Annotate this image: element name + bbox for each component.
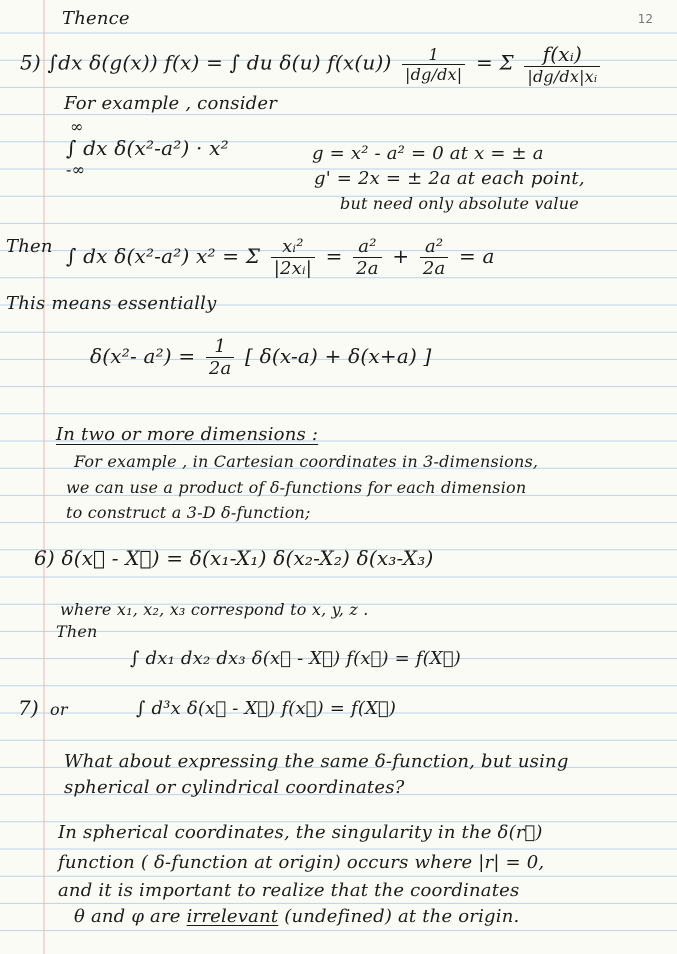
then-result: = a [459, 244, 495, 268]
text-what-about-2: spherical or cylindrical coordinates? [64, 777, 405, 798]
text-or: or [50, 700, 68, 719]
then-frac1-den: |2xᵢ| [273, 258, 313, 279]
text-what-about-1: What about expressing the same δ-function, but using [64, 751, 569, 772]
frac2-den: |dg/dx|xᵢ [527, 67, 598, 86]
frac2-num: f(xᵢ) [524, 42, 600, 67]
identity-frac [206, 336, 235, 379]
equation-7-number: 7) [18, 696, 39, 720]
frac1-den: |dg/dx| [405, 64, 463, 84]
equation-5 [20, 42, 604, 86]
then-frac1 [271, 236, 315, 279]
text-cartesian-2: we can use a product of δ-functions for each dimension [66, 478, 527, 497]
text-then-2: Then [56, 622, 98, 641]
then-frac2-num: a² [353, 236, 382, 258]
text-spherical-3: and it is important to realize that the coordinates [58, 880, 520, 901]
equation-7: ∫ d³x δ(x⃗ - X⃗) f(x⃗) = f(X⃗) [136, 698, 397, 719]
heading-two-or-more-dimensions: In two or more dimensions : [56, 424, 319, 445]
text-this-means: This means essentially [6, 293, 217, 314]
identity-frac-num: 1 [206, 336, 235, 358]
identity-rhs: [ δ(x-a) + δ(x+a) ] [245, 344, 432, 368]
text-irrelevant: irrelevant [186, 906, 279, 927]
text-where: where x₁, x₂, x₃ correspond to x, y, z . [60, 600, 369, 619]
identity-frac-den: 2a [208, 358, 232, 379]
integral-example: ∫ dx δ(x²-a²) · x² [66, 136, 229, 160]
text-cartesian-1: For example , in Cartesian coordinates in 3-dimensions, [74, 452, 539, 471]
then-frac1-num: xᵢ² [271, 236, 315, 258]
text-thence: Thence [62, 8, 130, 29]
then-frac2 [353, 236, 382, 279]
text-g-equals: g = x² - a² = 0 at x = ± a [312, 143, 544, 164]
integral-lower-limit: -∞ [66, 160, 86, 179]
identity-lhs: δ(x²- a²) = [90, 344, 196, 368]
text-for-example: For example , consider [64, 93, 278, 114]
equation-6: 6) δ(x⃗ - X⃗) = δ(x₁-X₁) δ(x₂-X₂) δ(x₃-X₃) [34, 546, 434, 570]
text-theta-phi: θ and φ are [74, 906, 181, 927]
then-plus: + [392, 244, 410, 268]
equation-5-frac1 [402, 45, 465, 84]
then-frac3-den: 2a [422, 258, 446, 279]
then-frac3 [420, 236, 449, 279]
then-frac3-num: a² [420, 236, 449, 258]
text-spherical-4 [74, 906, 519, 927]
text-undefined-origin: (undefined) at the origin. [284, 906, 520, 927]
then-frac2-den: 2a [356, 258, 379, 279]
page-number: 12 [637, 12, 653, 26]
text-g-prime: g' = 2x = ± 2a at each point, [314, 168, 585, 189]
equation-3d-integral: ∫ dx₁ dx₂ dx₃ δ(x⃗ - X⃗) f(x⃗) = f(X⃗) [130, 648, 461, 669]
then-equals: = [325, 244, 343, 268]
text-spherical-2: function ( δ-function at origin) occurs where |r| = 0, [58, 852, 545, 873]
equation-5-frac2 [524, 42, 600, 86]
equation-delta-identity [90, 336, 432, 379]
text-spherical-1: In spherical coordinates, the singularity in the δ(r⃗) [58, 822, 543, 843]
text-absolute-value: but need only absolute value [340, 194, 579, 213]
equation-5-sum: = Σ [475, 50, 514, 75]
integral-upper-limit: ∞ [70, 117, 84, 136]
then-integral: ∫ dx δ(x²-a²) x² = Σ [66, 244, 261, 268]
text-then: Then [6, 236, 53, 257]
equation-5-lhs: 5) ∫dx δ(g(x)) f(x) = ∫ du δ(u) f(x(u)) [20, 50, 392, 75]
frac1-num: 1 [402, 45, 465, 65]
equation-then [66, 236, 495, 279]
text-cartesian-3: to construct a 3-D δ-function; [66, 503, 311, 522]
